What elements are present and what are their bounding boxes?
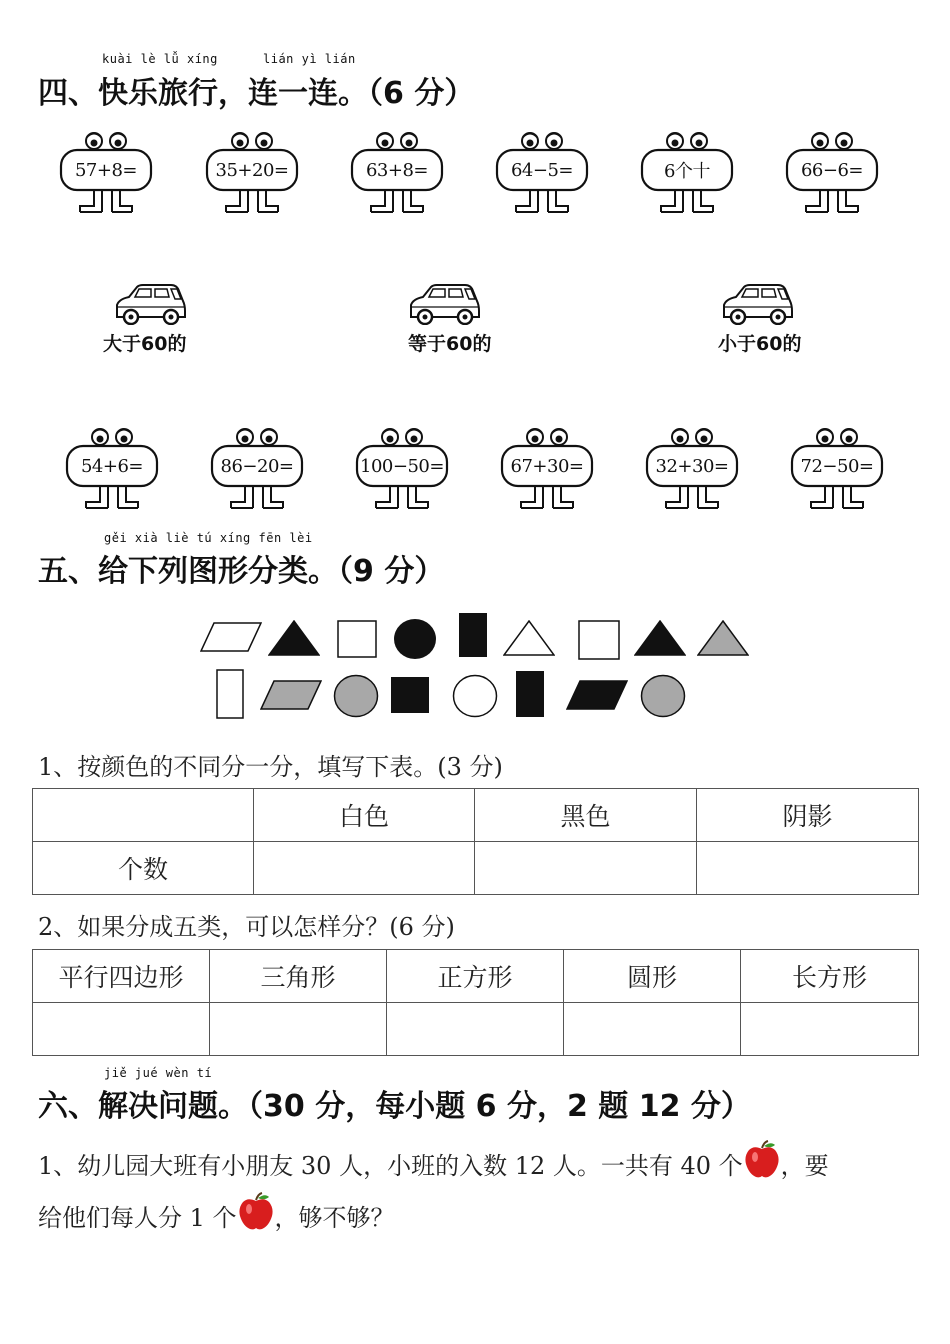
section4-pinyin-lianyilian: lián yì lián (263, 52, 356, 66)
expression-text: 66−6= (800, 159, 864, 181)
car-label-less-than-60: 小于60的 (718, 333, 802, 355)
bottom-expression-creature[interactable] (499, 426, 595, 510)
expression-text: 6个十 (664, 161, 710, 182)
triangle-black-shape (268, 620, 320, 656)
top-expression-creature[interactable] (58, 130, 154, 214)
circle-black-shape (393, 618, 437, 660)
expression-text: 67+30= (510, 455, 584, 477)
square-white-shape (578, 620, 620, 660)
apple-icon (237, 1192, 275, 1232)
question-text: 1、幼儿园大班有小朋友 30 人，小班的入数 12 人。一共有 40 个 (38, 1152, 743, 1180)
section5-title: 五、给下列图形分类。（9 分） (38, 554, 445, 589)
section5-pinyin: gěi xià liè tú xíng fēn lèi (104, 531, 313, 545)
expression-text: 35+20= (215, 159, 289, 181)
expression-text: 64−5= (510, 159, 574, 181)
table-header-shaded: 阴影 (697, 789, 919, 842)
top-expression-creature[interactable] (784, 130, 880, 214)
expression-text: 72−50= (800, 455, 874, 477)
question-text: ，够不够？ (274, 1204, 395, 1232)
section6-title: 六、解决问题。（30 分，每小题 6 分，2 题 12 分） (38, 1089, 751, 1124)
expression-text: 32+30= (655, 455, 729, 477)
expression-text: 86−20= (220, 455, 294, 477)
table-row (33, 950, 919, 1003)
row-label-count: 个数 (33, 842, 254, 895)
top-expression-creature[interactable] (349, 130, 445, 214)
car-icon[interactable] (407, 283, 483, 325)
answer-cell-white[interactable] (254, 842, 475, 895)
circle-gray-shape (640, 674, 686, 718)
square-black-shape (390, 676, 430, 714)
apple-icon (743, 1140, 781, 1180)
table-header-black: 黑色 (475, 789, 697, 842)
top-expression-creature[interactable] (204, 130, 300, 214)
bottom-expression-creature[interactable] (209, 426, 305, 510)
table-row (33, 842, 919, 895)
section4-title: 四、快乐旅行，连一连。（6 分） (38, 76, 475, 111)
bottom-expression-creature[interactable] (354, 426, 450, 510)
question-text: ，要 (780, 1152, 829, 1180)
car-icon[interactable] (113, 283, 189, 325)
bottom-expression-creature[interactable] (64, 426, 160, 510)
section4-pinyin-kuaile-lvxing: kuài lè lǚ xíng (102, 52, 218, 66)
table-header-rectangle: 长方形 (741, 950, 919, 1003)
circle-gray-shape (333, 674, 379, 718)
section5-question-2: 2、如果分成五类，可以怎样分？(6 分) (38, 913, 455, 941)
section6-pinyin: jiě jué wèn tí (104, 1066, 213, 1080)
table-header-white: 白色 (254, 789, 475, 842)
section5-question-1: 1、按颜色的不同分一分，填写下表。(3 分) (38, 753, 503, 781)
circle-white-shape (452, 674, 498, 718)
top-expression-creature[interactable] (639, 130, 735, 214)
table-row (33, 1003, 919, 1056)
top-expression-creature[interactable] (494, 130, 590, 214)
parallelogram-gray-shape (260, 680, 322, 710)
answer-cell-black[interactable] (475, 842, 697, 895)
answer-cell-parallelogram[interactable] (33, 1003, 210, 1056)
parallelogram-black-shape (566, 680, 628, 710)
shape-category-table (32, 949, 919, 1056)
table-header-cell (33, 789, 254, 842)
bottom-expression-creature[interactable] (789, 426, 885, 510)
expression-text: 63+8= (365, 159, 429, 181)
rectangle-black-shape (458, 612, 488, 658)
color-count-table (32, 788, 919, 895)
car-label-equal-to-60: 等于60的 (408, 333, 492, 355)
rectangle-black-shape (515, 670, 545, 718)
answer-cell-square[interactable] (387, 1003, 564, 1056)
triangle-black-shape (634, 620, 686, 656)
triangle-gray-shape (697, 620, 749, 656)
expression-text: 57+8= (74, 159, 138, 181)
square-white-shape (337, 620, 377, 658)
car-icon[interactable] (720, 283, 796, 325)
table-row (33, 789, 919, 842)
table-header-triangle: 三角形 (210, 950, 387, 1003)
car-label-greater-than-60: 大于60的 (103, 333, 187, 355)
triangle-white-shape (503, 620, 555, 656)
section6-question-1-line-2 (38, 1192, 395, 1233)
answer-cell-shaded[interactable] (697, 842, 919, 895)
table-header-circle: 圆形 (564, 950, 741, 1003)
bottom-expression-creature[interactable] (644, 426, 740, 510)
question-text: 给他们每人分 1 个 (38, 1204, 237, 1232)
expression-text: 54+6= (80, 455, 144, 477)
answer-cell-circle[interactable] (564, 1003, 741, 1056)
section6-question-1-line-1 (38, 1140, 829, 1181)
table-header-parallelogram: 平行四边形 (33, 950, 210, 1003)
expression-text: 100−50= (360, 455, 444, 477)
rectangle-white-shape (216, 669, 244, 719)
table-header-square: 正方形 (387, 950, 564, 1003)
answer-cell-rectangle[interactable] (741, 1003, 919, 1056)
answer-cell-triangle[interactable] (210, 1003, 387, 1056)
parallelogram-white-shape (200, 622, 262, 652)
